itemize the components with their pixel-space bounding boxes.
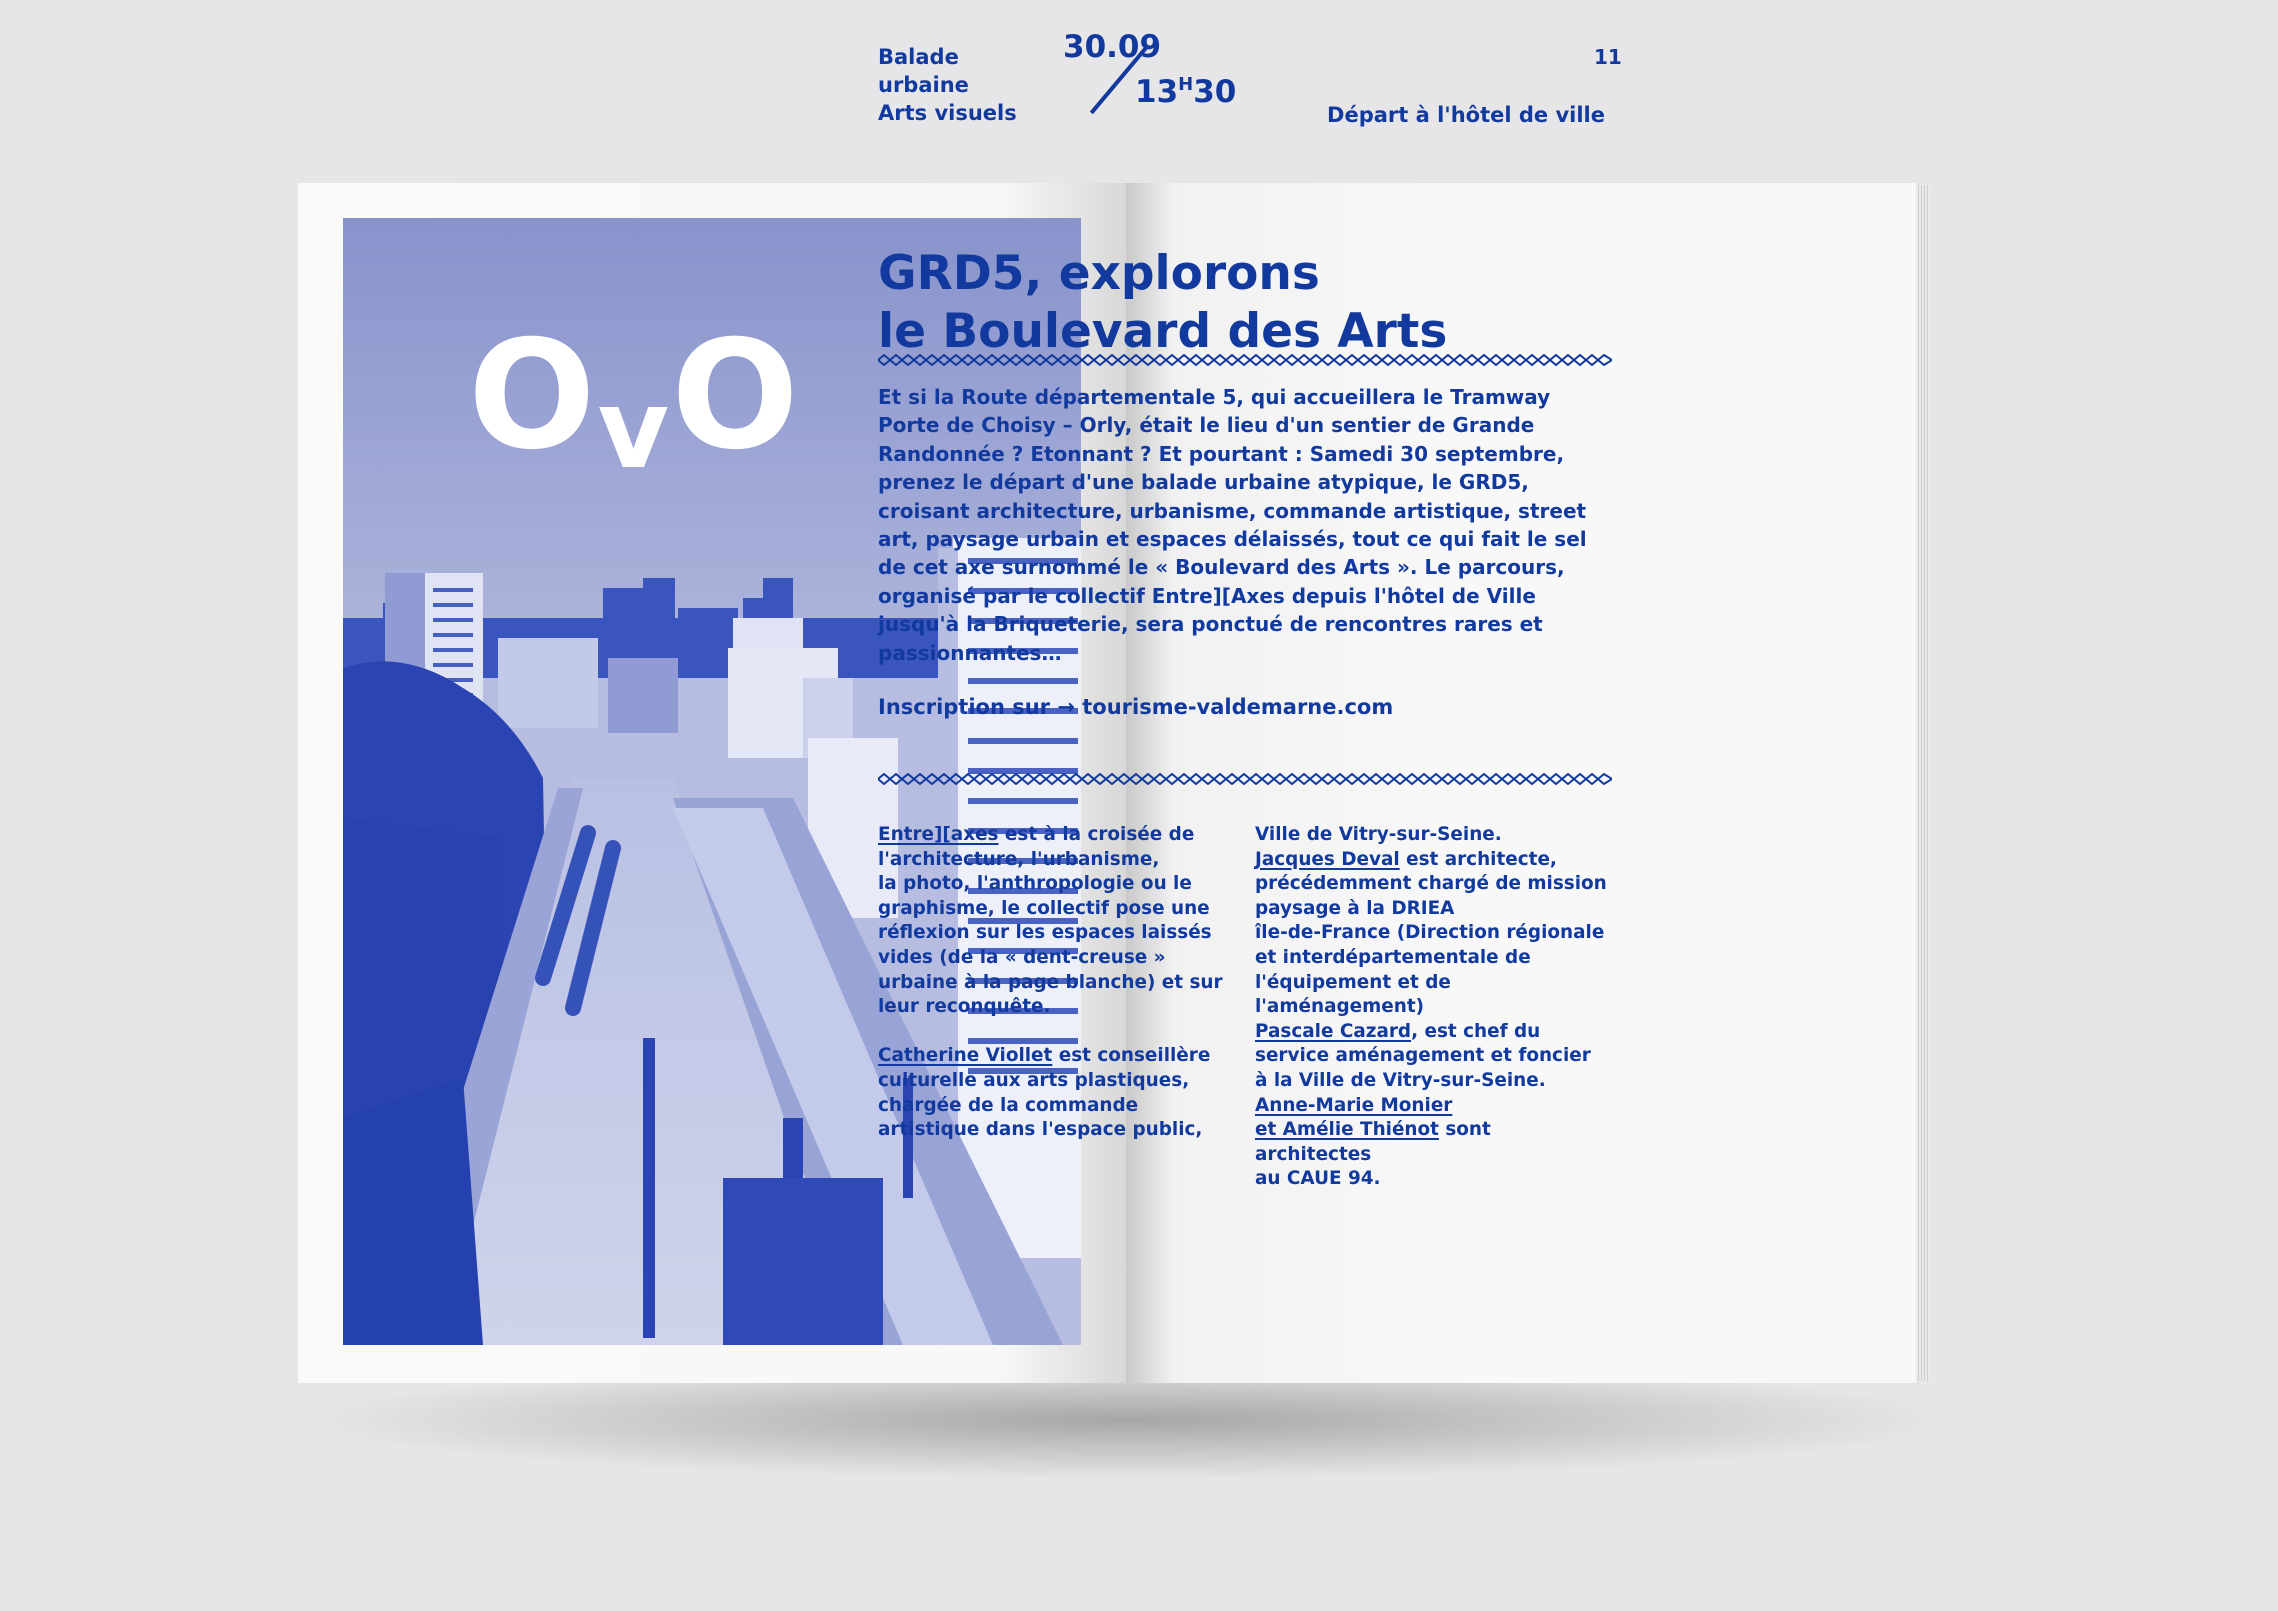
bios-column-2 (1255, 823, 1610, 1192)
bio-line: chargée de la commande (878, 1094, 1139, 1116)
inscription-link[interactable]: Inscription sur → tourisme-valdemarne.com (878, 695, 1394, 719)
event-category (878, 43, 1017, 127)
bio-line: et interdépartementale de (1255, 946, 1531, 968)
bio-line: à la Ville de Vitry-sur-Seine. (1255, 1069, 1546, 1091)
bio-line: graphisme, le collectif pose une (878, 897, 1210, 919)
event-date: 30.09 (1063, 29, 1162, 65)
bio-line (1255, 1094, 1610, 1119)
category-line: urbaine (878, 73, 969, 97)
bio-line: service aménagement et foncier (1255, 1045, 1591, 1067)
bio-line: Jacques Deval est architecte, (1255, 848, 1557, 870)
bio-line: au CAUE 94. (1255, 1168, 1381, 1190)
bio-line: et Amélie Thiénot sont architectes (1255, 1119, 1491, 1165)
bio-line: urbaine à la page blanche) et sur (878, 971, 1223, 993)
article-title (878, 245, 1608, 361)
bio-line: la photo, l'anthropologie ou le (878, 873, 1192, 895)
bio-line: précédemment chargé de mission (1255, 873, 1607, 895)
bio-line: île-de-France (Direction régionale (1255, 922, 1605, 944)
bio-line: artistique dans l'espace public, (878, 1119, 1203, 1141)
title-line: GRD5, explorons (878, 246, 1320, 301)
bio-link-catherine-viollet[interactable]: Catherine Viollet (878, 1045, 1053, 1067)
bio-line: paysage à la DRIEA (1255, 897, 1455, 919)
body-line: Porte de Choisy – Orly, était le lieu d'un sentier de Grande (878, 413, 1535, 438)
bio-line: vides (de la « dent-creuse » (878, 946, 1166, 968)
article-body (878, 383, 1608, 667)
bios-column-1 (878, 823, 1233, 1143)
bio-link-amelie-thienot[interactable]: et Amélie Thiénot (1255, 1119, 1439, 1141)
body-line: jusqu'à la Briqueterie, sera ponctué de rencontres rares et (878, 612, 1543, 637)
bio-line: culturelle aux arts plastiques, (878, 1069, 1190, 1091)
bio-link-pascale-cazard[interactable]: Pascale Cazard (1255, 1020, 1412, 1042)
bio-line: réflexion sur les espaces laissés (878, 922, 1212, 944)
body-line: passionnantes… (878, 640, 1062, 665)
bio-link-jacques-deval[interactable]: Jacques Deval (1255, 848, 1400, 870)
body-line: Et si la Route départementale 5, qui accueillera le Tramway (878, 385, 1551, 409)
page-edges (1916, 185, 1930, 1381)
body-line: Randonnée ? Etonnant ? Et pourtant : Samedi 30 septembre, (878, 441, 1565, 466)
body-line: organisé par le collectif Entre][Axes depuis l'hôtel de Ville (878, 583, 1536, 608)
bio-link-entre-axes[interactable]: Entre][axes (878, 824, 999, 845)
body-line: prenez le départ d'une balade urbaine atypique, le GRD5, (878, 470, 1529, 495)
body-line: croisant architecture, urbanisme, commande artistique, street (878, 498, 1587, 523)
bio-line: Entre][axes est à la croisée de (878, 824, 1195, 845)
body-line: art, paysage urbain et espaces délaissés, tout ce qui fait le sel (878, 527, 1587, 552)
category-line: Balade (878, 45, 959, 69)
event-date-time (1063, 28, 1236, 111)
title-line: le Boulevard des Arts (878, 304, 1448, 359)
zigzag-divider-bottom (878, 773, 1612, 785)
departure-location: Départ à l'hôtel de ville (1327, 103, 1605, 127)
page-number: 11 (1594, 45, 1622, 69)
bio-line: l'architecture, l'urbanisme, (878, 848, 1160, 870)
bio-line: leur reconquête. (878, 996, 1051, 1018)
category-line: Arts visuels (878, 101, 1017, 125)
bio-line: Catherine Viollet est conseillère (878, 1045, 1211, 1067)
ovo-logo: OvO (468, 309, 795, 493)
bio-line: Pascale Cazard, est chef du (1255, 1020, 1541, 1042)
bio-line: Ville de Vitry-sur-Seine. (1255, 824, 1502, 845)
event-time: $13^H30$ (1135, 74, 1237, 110)
bio-line: l'équipement et de l'aménagement) (1255, 971, 1451, 1018)
bio-link-anne-marie-monier[interactable]: Anne-Marie Monier (1255, 1094, 1453, 1116)
body-line: de cet axe surnommé le « Boulevard des Arts ». Le parcours, (878, 555, 1565, 580)
